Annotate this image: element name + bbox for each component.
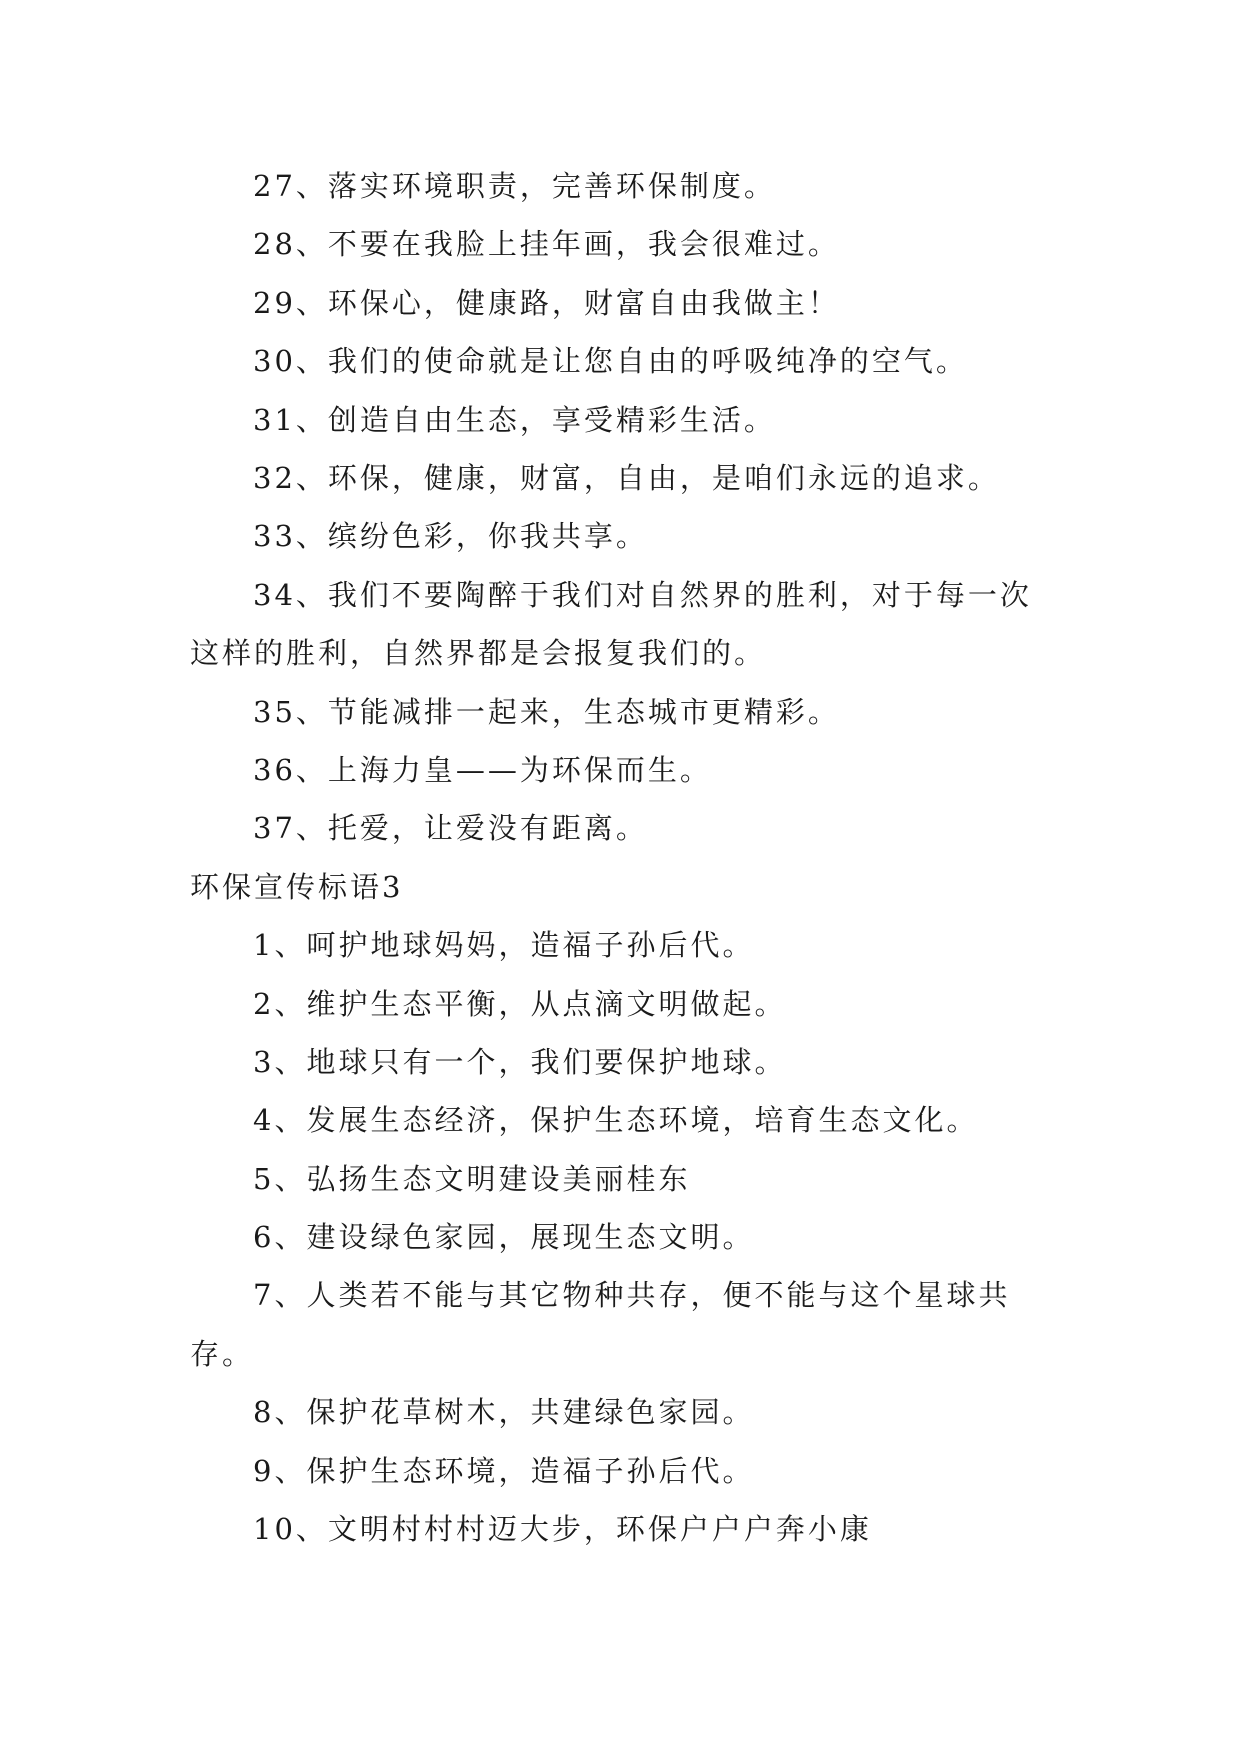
slogan-item-36: 36、上海力皇——为环保而生。: [253, 752, 712, 787]
slogan-item-33: 33、缤纷色彩，你我共享。: [253, 519, 648, 554]
document-body: [190, 157, 1062, 1558]
slogan-item-31: 31、创造自由生态，享受精彩生活。: [253, 402, 776, 437]
slogan-item-4: 4、发展生态经济，保护生态环境，培育生态文化。: [253, 1103, 979, 1138]
slogan-item-27: 27、落实环境职责，完善环保制度。: [253, 169, 776, 203]
slogan-item-30: 30、我们的使命就是让您自由的呼吸纯净的空气。: [253, 344, 968, 379]
slogan-item-28: 28、不要在我脸上挂年画，我会很难过。: [253, 227, 840, 262]
slogan-item-34: 34、我们不要陶醉于我们对自然界的胜利，对于每一次这样的胜利，自然界都是会报复我们的。: [190, 577, 1032, 671]
slogan-item-8: 8、保护花草树木，共建绿色家园。: [253, 1395, 755, 1430]
section-heading: 环保宣传标语3: [190, 869, 404, 904]
slogan-item-37: 37、托爱，让爱没有距离。: [253, 811, 648, 846]
slogan-item-29: 29、环保心，健康路，财富自由我做主！: [253, 285, 840, 320]
slogan-item-35: 35、节能减排一起来，生态城市更精彩。: [253, 694, 840, 729]
slogan-item-1: 1、呵护地球妈妈，造福子孙后代。: [253, 928, 755, 963]
slogan-item-2: 2、维护生态平衡，从点滴文明做起。: [253, 986, 787, 1021]
slogan-item-6: 6、建设绿色家园，展现生态文明。: [253, 1220, 755, 1255]
slogan-item-5: 5、弘扬生态文明建设美丽桂东: [253, 1161, 691, 1196]
slogan-item-9: 9、保护生态环境，造福子孙后代。: [253, 1453, 755, 1488]
slogan-item-10: 10、文明村村村迈大步，环保户户户奔小康: [253, 1512, 872, 1547]
slogan-item-3: 3、地球只有一个，我们要保护地球。: [253, 1044, 787, 1079]
slogan-item-32: 32、环保，健康，财富，自由，是咱们永远的追求。: [253, 460, 1000, 495]
slogan-item-7: 7、人类若不能与其它物种共存，便不能与这个星球共存。: [190, 1278, 1011, 1371]
